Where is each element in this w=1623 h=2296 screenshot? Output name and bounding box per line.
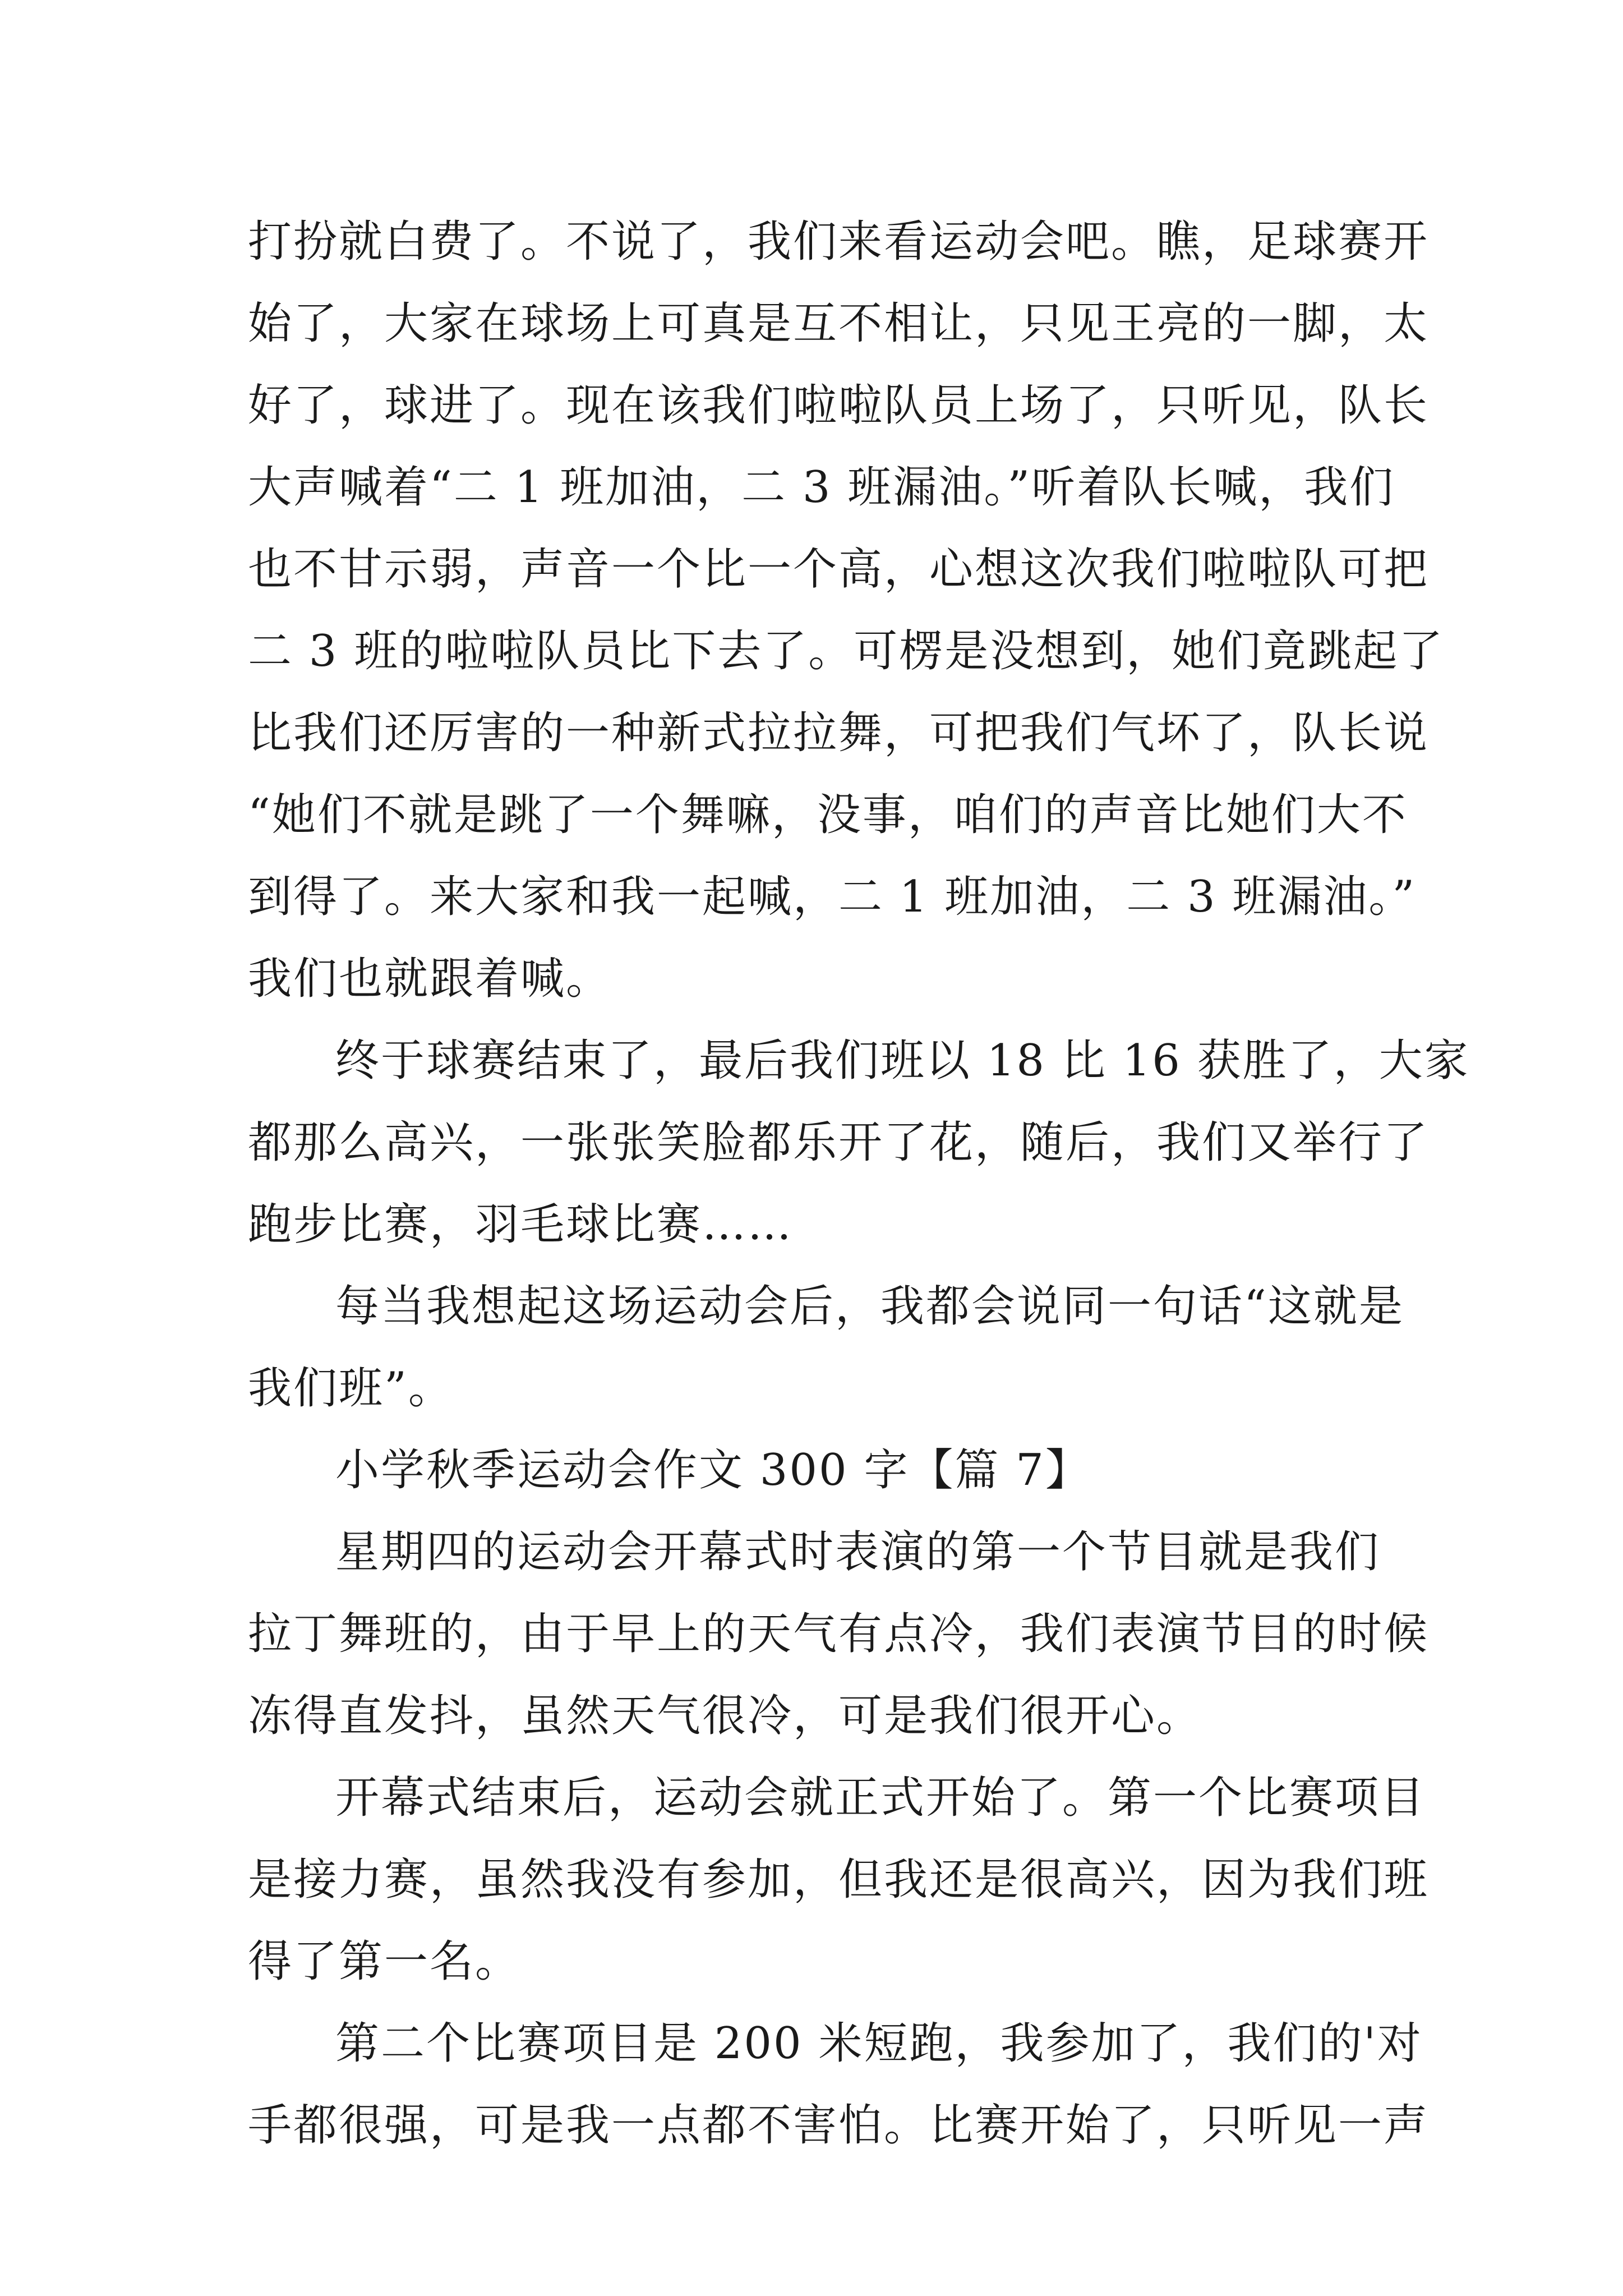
paragraph-first-line: 开幕式结束后，运动会就正式开始了。第一个比赛项目 — [335, 1773, 1426, 1823]
text-line: 到得了。来大家和我一起喊，二 1 班加油，二 3 班漏油。” — [248, 872, 1417, 922]
text-line: “她们不就是跳了一个舞嘛，没事，咱们的声音比她们大不 — [248, 790, 1408, 840]
paragraph-first-line: 星期四的运动会开幕式时表演的第一个节目就是我们 — [335, 1527, 1381, 1577]
section-heading: 小学秋季运动会作文 300 字【篇 7】 — [335, 1445, 1091, 1496]
text-line: 二 3 班的啦啦队员比下去了。可楞是没想到，她们竟跳起了 — [248, 626, 1445, 677]
text-line: 跑步比赛，羽毛球比赛…… — [248, 1199, 794, 1250]
text-line: 我们也就跟着喊。 — [248, 954, 612, 1004]
text-line: 打扮就白费了。不说了，我们来看运动会吧。瞧，足球赛开 — [248, 217, 1430, 267]
paragraph-first-line: 第二个比赛项目是 200 米短跑，我参加了，我们的'对 — [335, 2018, 1423, 2069]
paragraph-first-line: 每当我想起这场运动会后，我都会说同一句话“这就是 — [335, 1281, 1404, 1332]
text-line: 好了，球进了。现在该我们啦啦队员上场了，只听见，队长 — [248, 380, 1430, 431]
text-line: 始了，大家在球场上可真是互不相让，只见王亮的一脚，太 — [248, 298, 1430, 349]
text-line: 拉丁舞班的，由于早上的天气有点冷，我们表演节目的时候 — [248, 1609, 1430, 1659]
text-line: 比我们还厉害的一种新式拉拉舞，可把我们气坏了，队长说 — [248, 708, 1430, 758]
text-line: 我们班”。 — [248, 1363, 454, 1414]
text-line: 是接力赛，虽然我没有参加，但我还是很高兴，因为我们班 — [248, 1855, 1430, 1905]
text-line: 手都很强，可是我一点都不害怕。比赛开始了，只听见一声 — [248, 2100, 1430, 2151]
document-body — [248, 201, 1470, 2166]
paragraph-first-line: 终于球赛结束了，最后我们班以 18 比 16 获胜了，大家 — [335, 1036, 1470, 1086]
text-line: 大声喊着“二 1 班加油，二 3 班漏油。”听着队长喊，我们 — [248, 462, 1395, 513]
text-line: 冻得直发抖，虽然天气很冷，可是我们很开心。 — [248, 1691, 1202, 1741]
text-line: 得了第一名。 — [248, 1936, 521, 1987]
text-line: 都那么高兴，一张张笑脸都乐开了花，随后，我们又举行了 — [248, 1117, 1430, 1168]
text-line: 也不甘示弱，声音一个比一个高，心想这次我们啦啦队可把 — [248, 544, 1430, 595]
